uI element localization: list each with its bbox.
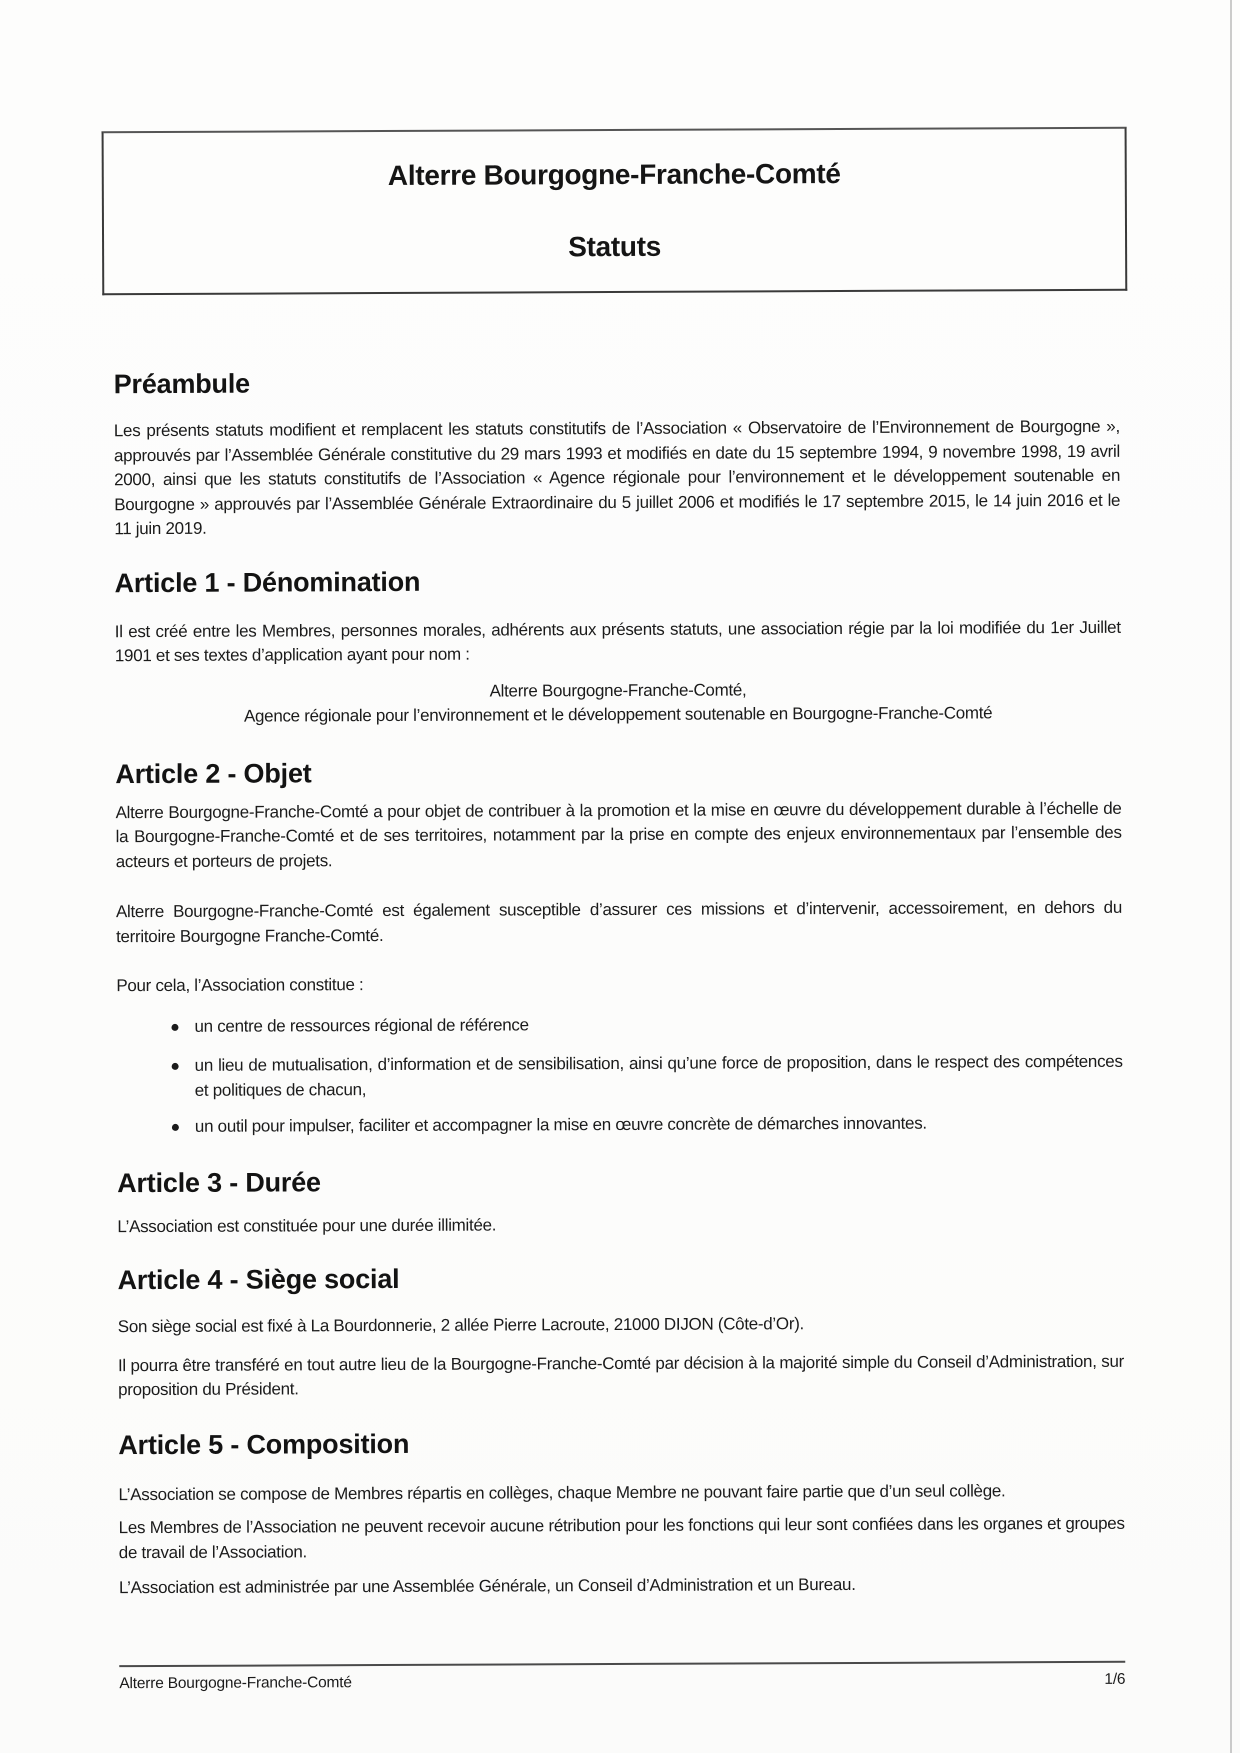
- title-box: [102, 127, 1128, 295]
- article2-paragraph-1: Alterre Bourgogne-Franche-Comté a pour objet de contribuer à la promotion et la mise en œuvre du développement durable à l’échelle de la Bourgogne-Franche-Comté et de ses territoires, notamment par la prise en compte des enjeux environnementaux par l’ensemble des acteurs et porteurs de projets.: [115, 798, 1122, 871]
- bullet-item: un centre de ressources régional de référence: [116, 1010, 1122, 1039]
- article4-heading: Article 4 - Siège social: [117, 1263, 400, 1296]
- article4-paragraph-2: Il pourra être transféré en tout autre lieu de la Bourgogne-Franche-Comté par décision à la majorité simple du Conseil d’Administration, sur proposition du Président.: [117, 1351, 1124, 1400]
- article5-paragraph-3: L’Association est administrée par une Assemblée Générale, un Conseil d’Administration et un Bureau.: [118, 1574, 856, 1598]
- article5-heading: Article 5 - Composition: [118, 1428, 410, 1460]
- article3-paragraph: L’Association est constituée pour une durée illimitée.: [117, 1215, 497, 1236]
- article1-heading: Article 1 - Dénomination: [114, 566, 421, 598]
- scanner-edge-line: [1230, 0, 1232, 1753]
- article5-paragraph-1: L’Association se compose de Membres répartis en collèges, chaque Membre ne pouvant faire partie que d’un seul collège.: [118, 1480, 1006, 1504]
- preamble-heading: Préambule: [113, 368, 251, 400]
- preamble-paragraph: Les présents statuts modifient et remplacent les statuts constitutifs de l’Association « Observatoire de l’Environnement de Bourgogne », approuvés par l’Assemblée Générale constitutive du 29 mars 1993 et modifiés en date du 15 septembre 1994, 9 novembre 1998, 19 avril 2000, ainsi que les statuts constitutifs de l’Association « Agence régionale pour l’environnement et le développement soutenable en Bourgogne » approuvés par l’Assemblée Générale Extraordinaire du 5 juillet 2006 et modifiés le 17 septembre 2015, le 14 juin 2016 et le 11 juin 2019.: [113, 416, 1121, 539]
- footer-page-number: 1/6: [1104, 1670, 1126, 1688]
- article3-heading: Article 3 - Durée: [117, 1166, 321, 1198]
- bullet-item: un lieu de mutualisation, d’information et de sensibilisation, ainsi qu’une force de proposition, dans le respect des compétences et politiques de chacun,: [117, 1050, 1123, 1103]
- association-names: [115, 676, 1121, 728]
- bullet-item: un outil pour impulser, faciliter et accompagner la mise en œuvre concrète de démarches innovantes.: [117, 1111, 1123, 1140]
- association-name-line2: Agence régionale pour l’environnement et le développement soutenable en Bourgogne-Franche-Comté: [243, 702, 993, 726]
- document-subtitle: Statuts: [568, 230, 662, 263]
- article4-paragraph-1: Son siège social est fixé à La Bourdonnerie, 2 allée Pierre Lacroute, 21000 DIJON (Côte-d’Or).: [117, 1314, 805, 1337]
- article1-paragraph: Il est créé entre les Membres, personnes morales, adhérents aux présents statuts, une association régie par la loi modifiée du 1er Juillet 1901 et ses textes d’application ayant pour nom :: [114, 617, 1121, 666]
- document-title: Alterre Bourgogne-Franche-Comté: [387, 158, 841, 191]
- document-content: [112, 0, 1125, 1693]
- article2-heading: Article 2 - Objet: [115, 757, 312, 789]
- article2-paragraph-3: Pour cela, l’Association constitue :: [116, 975, 364, 996]
- association-name-line1: Alterre Bourgogne-Franche-Comté,: [489, 679, 747, 701]
- article5-paragraph-2: Les Membres de l’Association ne peuvent recevoir aucune rétribution pour les fonctions qui leur sont confiées dans les organes et groupes de travail de l’Association.: [118, 1513, 1125, 1562]
- article2-bullet-list: [116, 1010, 1123, 1139]
- page-footer: [119, 1660, 1125, 1692]
- footer-document-name: Alterre Bourgogne-Franche-Comté: [119, 1673, 352, 1692]
- article2-paragraph-2: Alterre Bourgogne-Franche-Comté est également susceptible d’assurer ces missions et d’intervenir, accessoirement, en dehors du territoire Bourgogne Franche-Comté.: [115, 897, 1123, 946]
